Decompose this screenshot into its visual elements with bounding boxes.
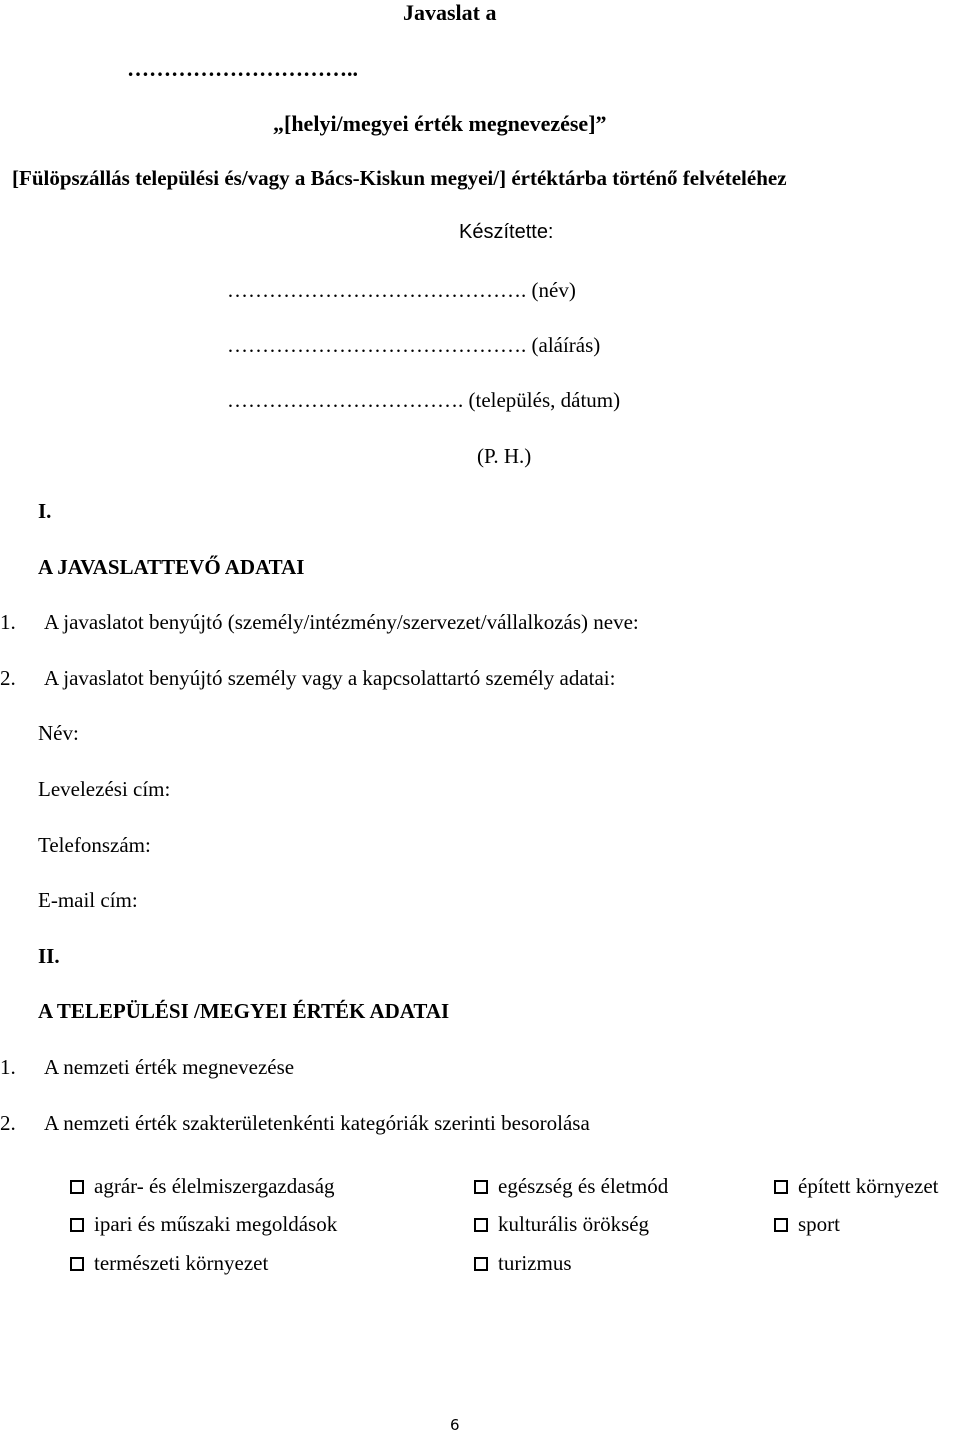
value-dots: ………………………….. [127, 56, 358, 81]
category-natural-environment[interactable] [70, 1253, 268, 1274]
field-email-label: E-mail cím: [38, 888, 138, 912]
checkbox-icon[interactable] [474, 1218, 488, 1232]
section1-item-1 [0, 610, 639, 634]
category-label: épített környezet [798, 1174, 939, 1198]
stamp-label: (P. H.) [477, 444, 532, 468]
category-label: egészség és életmód [498, 1174, 669, 1198]
section1-number: I. [38, 499, 52, 523]
category-label: természeti környezet [94, 1251, 269, 1275]
value-name-placeholder: „[helyi/megyei érték megnevezése]” [273, 111, 607, 136]
category-label: sport [798, 1212, 840, 1236]
field-phone-label: Telefonszám: [38, 833, 151, 857]
name-line: ……………………………………. (név) [227, 278, 576, 302]
category-built-environment[interactable] [774, 1176, 939, 1197]
page-number: 6 [450, 1416, 460, 1434]
item-number: 1. [0, 610, 16, 634]
item-text: A javaslatot benyújtó személy vagy a kapcsolattartó személy adatai: [44, 666, 616, 690]
checkbox-icon[interactable] [70, 1218, 84, 1232]
section2-item-1 [0, 1055, 295, 1079]
signature-line: ……………………………………. (aláírás) [227, 333, 601, 357]
prepared-by-label: Készítette: [459, 221, 554, 243]
item-number: 2. [0, 1111, 16, 1135]
checkbox-icon[interactable] [474, 1257, 488, 1271]
item-number: 2. [0, 666, 16, 690]
category-label: ipari és műszaki megoldások [94, 1212, 338, 1236]
item-text: A javaslatot benyújtó (személy/intézmény/szervezet/vállalkozás) neve: [44, 610, 639, 634]
category-industrial[interactable] [70, 1214, 337, 1235]
item-number: 1. [0, 1055, 16, 1079]
section2-number: II. [38, 944, 60, 968]
section1-item-2 [0, 666, 616, 690]
category-cultural-heritage[interactable] [474, 1214, 649, 1235]
field-address-label: Levelezési cím: [38, 777, 171, 801]
section2-item-2 [0, 1111, 590, 1135]
item-text: A nemzeti érték megnevezése [44, 1055, 295, 1079]
section1-title: A JAVASLATTEVŐ ADATAI [38, 555, 305, 579]
category-tourism[interactable] [474, 1253, 572, 1274]
place-date-line: ……………………………. (település, dátum) [227, 388, 621, 412]
category-label: turizmus [498, 1251, 572, 1275]
checkbox-icon[interactable] [474, 1180, 488, 1194]
category-label: kulturális örökség [498, 1212, 650, 1236]
item-text: A nemzeti érték szakterületenkénti kategóriák szerinti besorolása [44, 1111, 590, 1135]
checkbox-icon[interactable] [774, 1218, 788, 1232]
document-subtitle: [Fülöpszállás települési és/vagy a Bács-Kiskun megyei/] értéktárba történő felvételéhez [12, 166, 787, 190]
section2-title: A TELEPÜLÉSI /MEGYEI ÉRTÉK ADATAI [38, 999, 450, 1023]
checkbox-icon[interactable] [70, 1180, 84, 1194]
checkbox-icon[interactable] [70, 1257, 84, 1271]
checkbox-icon[interactable] [774, 1180, 788, 1194]
document-title: Javaslat a [403, 0, 497, 25]
field-name-label: Név: [38, 721, 79, 745]
category-agriculture[interactable] [70, 1176, 335, 1197]
category-sport[interactable] [774, 1214, 840, 1235]
category-health[interactable] [474, 1176, 668, 1197]
category-label: agrár- és élelmiszergazdaság [94, 1174, 335, 1198]
